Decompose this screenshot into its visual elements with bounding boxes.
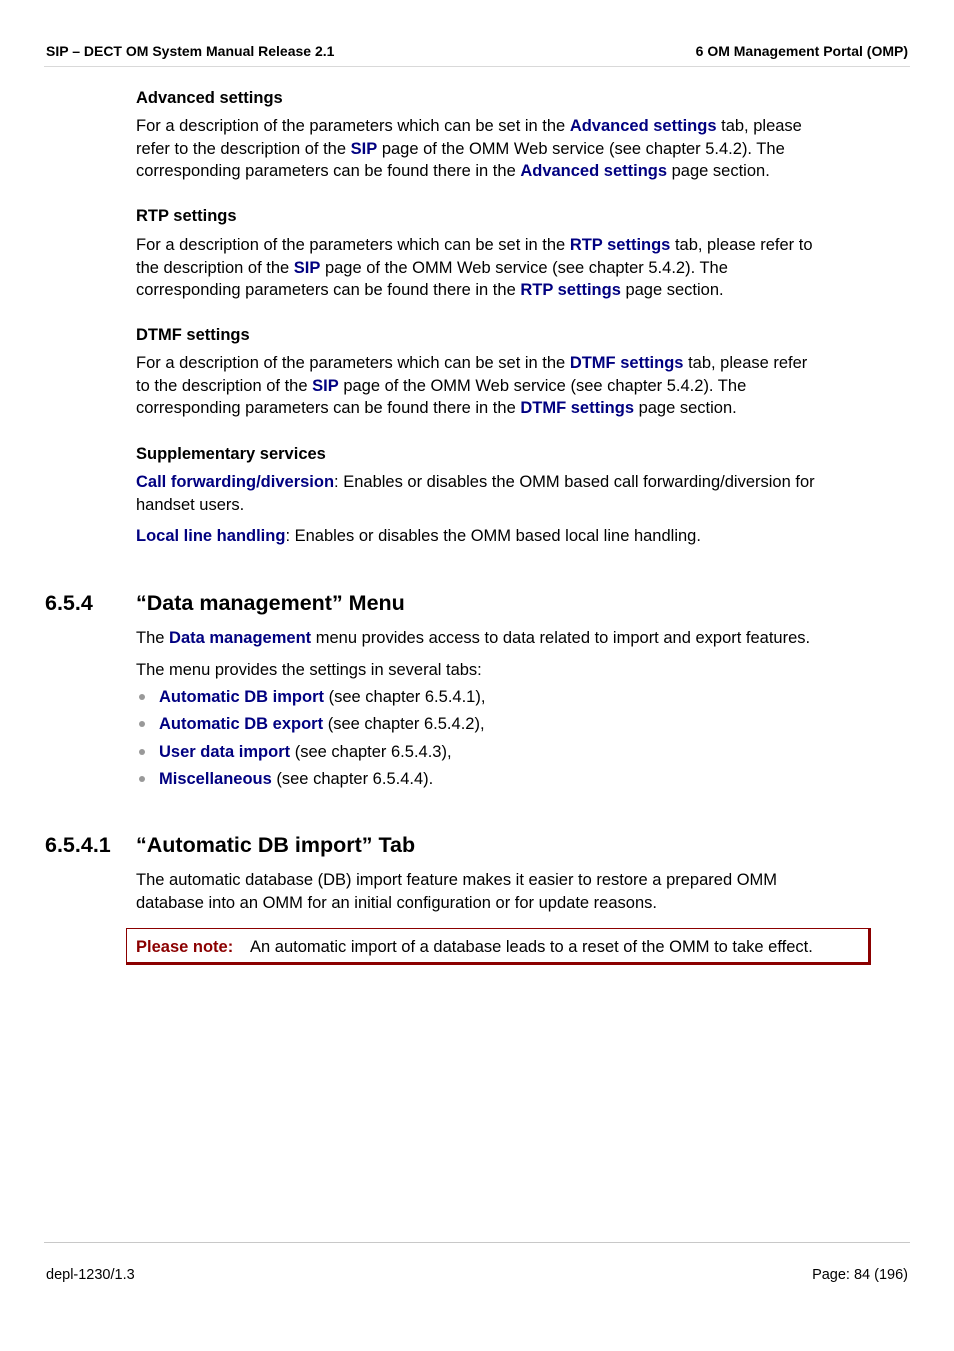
- document-id: depl-1230/1.3: [46, 1267, 135, 1283]
- note-text: An automatic import of a database leads to a reset of the OMM to take effect.: [250, 938, 813, 956]
- rtp-settings-heading: RTP settings: [136, 207, 237, 225]
- page-footer: [44, 1242, 910, 1283]
- bullet-icon: [139, 749, 145, 755]
- section-number: 6.5.4.1: [45, 833, 111, 857]
- data-management-intro: The Data management menu provides access to data related to import and export features.: [136, 629, 811, 647]
- dtmf-settings-paragraph: For a description of the parameters which can be set in the DTMF settings tab, please refer to the description of the SIP page of the OMM Web service (see chapter 5.4.2). The corresponding parameters can be found there in the DTMF settings page section.: [136, 354, 808, 417]
- dtmf-settings-heading: DTMF settings: [136, 326, 250, 344]
- list-item: Automatic DB export (see chapter 6.5.4.2),: [136, 713, 485, 740]
- data-management-link[interactable]: Data management: [169, 629, 312, 647]
- please-note-box: [126, 928, 871, 965]
- rtp-settings-paragraph: For a description of the parameters which can be set in the RTP settings tab, please refer to the description of the SIP page of the OMM Web service (see chapter 5.4.2). The corresponding parameters can be found there in the RTP settings page section.: [136, 236, 813, 299]
- local-line-handling-paragraph: Local line handling: Enables or disables the OMM based local line handling.: [136, 527, 701, 545]
- advanced-settings-paragraph: For a description of the parameters which can be set in the Advanced settings tab, please refer to the description of the SIP page of the OMM Web service (see chapter 5.4.2). The corresponding parameters can be found there in the Advanced settings page section.: [136, 117, 802, 180]
- rtp-settings-section-link[interactable]: RTP settings: [520, 281, 621, 299]
- dtmf-settings-link[interactable]: DTMF settings: [569, 354, 684, 372]
- rtp-settings-link[interactable]: RTP settings: [569, 236, 671, 254]
- automatic-db-import-link[interactable]: Automatic DB import: [159, 688, 324, 706]
- automatic-db-import-paragraph: The automatic database (DB) import feature makes it easier to restore a prepared OMM database into an OMM for an initial configuration or for update reasons.: [136, 871, 778, 912]
- bullet-icon: [139, 694, 145, 700]
- sip-link[interactable]: SIP: [312, 376, 339, 395]
- user-data-import-link[interactable]: User data import: [159, 742, 291, 761]
- page-header: [44, 42, 910, 67]
- local-line-handling-link[interactable]: Local line handling: [136, 527, 286, 545]
- sip-link[interactable]: SIP: [293, 258, 321, 277]
- sip-link[interactable]: SIP: [350, 139, 378, 158]
- section-title: “Automatic DB import” Tab: [136, 833, 416, 857]
- section-number: 6.5.4: [45, 591, 93, 615]
- list-item: Automatic DB import (see chapter 6.5.4.1),: [136, 686, 485, 713]
- tabs-intro: The menu provides the settings in several tabs:: [136, 661, 482, 679]
- section-heading-6-5-4-1: [45, 833, 415, 858]
- call-forwarding-paragraph: Call forwarding/diversion: Enables or disables the OMM based call forwarding/diversion for handset users.: [136, 473, 815, 514]
- bullet-icon: [139, 721, 145, 727]
- advanced-settings-section-link[interactable]: Advanced settings: [520, 162, 668, 180]
- section-title: “Data management” Menu: [136, 591, 405, 615]
- advanced-settings-heading: Advanced settings: [136, 89, 283, 107]
- list-item: Miscellaneous (see chapter 6.5.4.4).: [136, 768, 485, 795]
- miscellaneous-link[interactable]: Miscellaneous: [159, 769, 272, 788]
- section-heading-6-5-4: [45, 591, 405, 616]
- supplementary-services-heading: Supplementary services: [136, 445, 326, 463]
- note-label: Please note:: [136, 938, 234, 956]
- bullet-icon: [139, 776, 145, 782]
- list-item: User data import (see chapter 6.5.4.3),: [136, 741, 485, 768]
- call-forwarding-link[interactable]: Call forwarding/diversion: [136, 473, 335, 491]
- automatic-db-export-link[interactable]: Automatic DB export: [159, 715, 324, 734]
- advanced-settings-link[interactable]: Advanced settings: [569, 117, 717, 135]
- header-title: SIP – DECT OM System Manual Release 2.1: [46, 43, 335, 59]
- header-chapter: 6 OM Management Portal (OMP): [695, 43, 908, 59]
- dtmf-settings-section-link[interactable]: DTMF settings: [520, 399, 634, 417]
- page-number: Page: 84 (196): [812, 1267, 908, 1283]
- tabs-list: [136, 686, 485, 795]
